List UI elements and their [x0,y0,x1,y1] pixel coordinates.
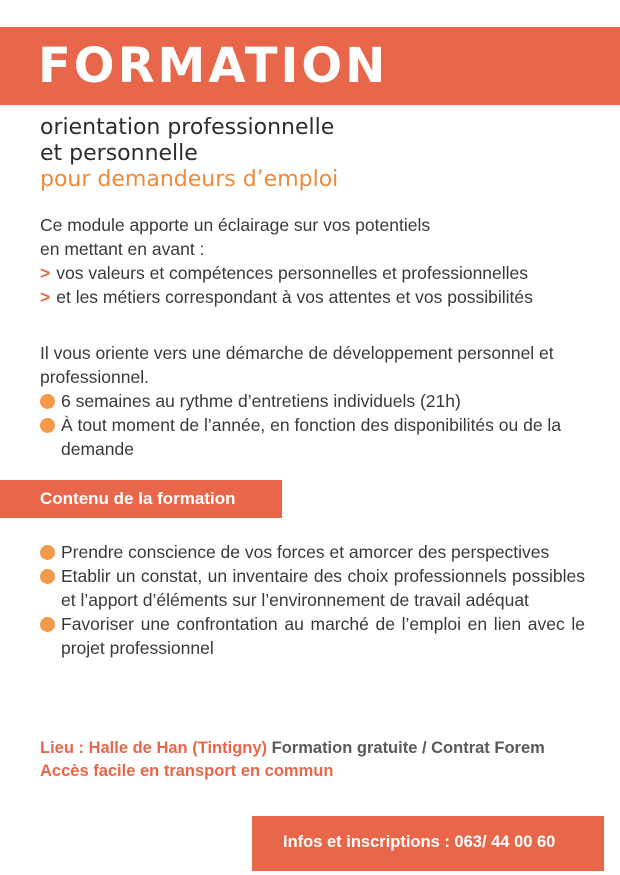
intro-item: > vos valeurs et compétences personnelles et professionnelles [40,263,529,283]
location: Lieu : Halle de Han (Tintigny) [40,739,268,757]
chevron-right-icon: > [40,287,51,307]
orientation-paragraph [40,341,588,461]
header-banner [0,27,620,105]
formation-terms: Formation gratuite / Contrat Forem [271,739,545,757]
page-title: FORMATION [38,38,389,94]
list-item: À tout moment de l’année, en fonction des disponibilités ou de la demande [40,413,588,461]
intro-line-2: en mettant en avant : [40,239,205,259]
contact-info: Infos et inscriptions : 063/ 44 00 60 [283,833,556,851]
list-item: Prendre conscience de vos forces et amorcer des perspectives [40,540,585,564]
subtitle [40,115,338,193]
list-item: Favoriser une confrontation au marché de l’emploi en lien avec le projet professionnel [40,612,585,660]
intro-item: > et les métiers correspondant à vos attentes et vos possibilités [40,287,533,307]
subtitle-audience: pour demandeurs d’emploi [40,167,339,192]
intro-line-1: Ce module apporte un éclairage sur vos potentiels [40,215,431,235]
bullet-dot-icon [40,418,55,433]
bullet-dot-icon [40,394,55,409]
subtitle-line-1: orientation professionnelle [40,115,335,140]
section-title: Contenu de la formation [40,489,236,508]
section-header [0,480,282,518]
intro-paragraph [40,213,600,309]
subtitle-line-2: et personnelle [40,141,198,166]
footer-info [40,737,545,783]
contenu-list [40,540,585,660]
bullet-dot-icon [40,545,55,560]
access-info: Accès facile en transport en commun [40,762,334,780]
list-item: Etablir un constat, un inventaire des choix professionnels possibles et l’apport d’éléments sur l’environnement de travail adéquat [40,564,585,612]
bullet-dot-icon [40,617,55,632]
orientation-text: Il vous oriente vers une démarche de développement personnel et professionnel. [40,343,554,387]
bullet-dot-icon [40,569,55,584]
list-item: 6 semaines au rythme d’entretiens individuels (21h) [40,389,588,413]
contact-banner [252,816,604,871]
chevron-right-icon: > [40,263,51,283]
